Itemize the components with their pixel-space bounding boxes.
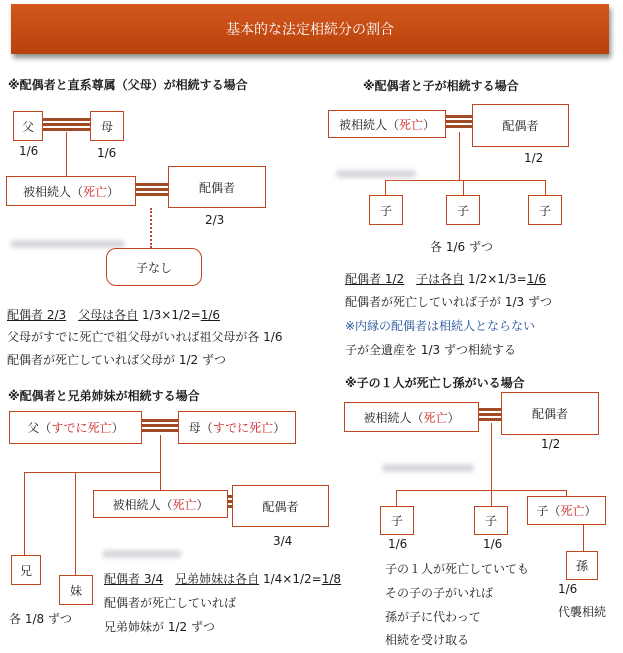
child-box-2 <box>446 195 480 225</box>
brother-drop-line <box>24 472 25 555</box>
child-link-line-4 <box>491 423 492 490</box>
s2-l1a: 配偶者 1/2 <box>345 272 405 286</box>
title-banner <box>11 4 609 54</box>
marriage-line-parents-3 <box>142 419 178 422</box>
grandchild-note: 代襲相続 <box>558 605 607 619</box>
spouse-box-2 <box>472 104 569 147</box>
mother-label: 母 <box>100 119 113 134</box>
s2-l1c: 1/2×1/3= <box>464 272 527 286</box>
spouse-label: 配偶者 <box>198 180 235 195</box>
section4-line4: 相続を受け取る <box>385 633 470 647</box>
spouse-label: 配偶者 <box>262 499 299 514</box>
parent-stem-line <box>160 435 161 490</box>
child-box-3 <box>528 195 562 225</box>
blurred-text <box>336 170 416 178</box>
child4-share-2: 1/6 <box>483 537 503 551</box>
s1-l1c: 1/3×1/2= <box>138 308 201 322</box>
section4-heading: ※子の１人が死亡し孫がいる場合 <box>345 376 525 390</box>
grandchild-link-line <box>583 525 584 551</box>
spouse-share-4: 1/2 <box>541 437 561 451</box>
father-label: 父 <box>21 119 34 134</box>
no-child-label: 子なし <box>135 260 172 275</box>
deceased-label: 被相続人（ <box>112 497 173 512</box>
blurred-text <box>10 240 125 248</box>
deceased-label: 被相続人（ <box>363 410 424 425</box>
spouse-share-2: 1/2 <box>524 151 544 165</box>
s1-l1b: 父母は各自 <box>78 308 139 322</box>
blurred-text <box>382 464 474 472</box>
deceased-box-1 <box>6 176 136 206</box>
child-label: 子 <box>379 203 392 218</box>
child-red-label: 死亡 <box>560 504 585 518</box>
father-label: 父（ <box>27 421 52 435</box>
child4-drop-2 <box>491 490 492 506</box>
sister-box <box>59 575 93 605</box>
section1-line1 <box>7 306 220 323</box>
marriage-line-2 <box>446 115 472 118</box>
s1-l1a: 配偶者 2/3 <box>7 308 67 322</box>
father-box <box>13 111 43 141</box>
sister-drop-line <box>75 472 76 575</box>
spouse-label: 配偶者 <box>502 119 539 133</box>
mother-suffix: ） <box>273 421 286 435</box>
child-drop-3 <box>545 180 546 195</box>
spouse-box-1 <box>168 166 266 208</box>
s1-l1d: 1/6 <box>200 308 221 322</box>
section2-heading: ※配偶者と子が相続する場合 <box>363 79 519 93</box>
child-label: 子 <box>390 514 403 528</box>
children-branch-line <box>385 180 545 181</box>
deceased-label: 被相続人（ <box>338 117 399 132</box>
section1-heading: ※配偶者と直系尊属（父母）が相続する場合 <box>8 78 248 92</box>
section2-line1 <box>345 270 546 287</box>
page-title: 基本的な法定相続分の割合 <box>226 22 394 38</box>
deceased-red-label: 死亡 <box>423 410 448 425</box>
section3-line2: 配偶者が死亡していれば <box>104 596 237 610</box>
grandchild-box <box>566 551 598 580</box>
deceased-red-label: 死亡 <box>398 117 423 132</box>
siblings-each-share: 各 1/8 ずつ <box>9 612 72 626</box>
section1-line3: 配偶者が死亡していれば父母が 1/2 ずつ <box>7 353 226 367</box>
deceased-suffix: ） <box>423 117 436 132</box>
deceased-red-label: 死亡 <box>82 184 107 199</box>
child-drop-1 <box>385 180 386 195</box>
marriage-line-4 <box>479 408 501 411</box>
child-label: 子 <box>538 203 551 218</box>
mother-red-label: すでに死亡 <box>212 421 274 435</box>
marriage-line-parents <box>43 118 90 121</box>
father-share: 1/6 <box>19 144 39 158</box>
deceased-box-4 <box>344 402 479 432</box>
s3-l1c: 1/4×1/2= <box>259 572 322 586</box>
deceased-box-2 <box>328 110 446 138</box>
child-box-1 <box>369 195 403 225</box>
child-link-line <box>459 132 460 180</box>
section3-heading: ※配偶者と兄弟姉妹が相続する場合 <box>8 389 200 403</box>
section2-line3: ※内縁の配偶者は相続人とならない <box>345 319 536 333</box>
deceased-suffix: ） <box>196 497 209 512</box>
father-box-deceased <box>9 411 142 444</box>
children-branch-line-4 <box>396 490 566 491</box>
section4-line3: 孫が子に代わって <box>385 610 481 624</box>
s3-l1a: 配偶者 3/4 <box>104 572 164 586</box>
father-suffix: ） <box>111 421 124 435</box>
mother-box <box>90 111 124 141</box>
child-label: 子 <box>456 203 469 218</box>
child-label: 子（ <box>536 504 561 518</box>
deceased-red-label: 死亡 <box>172 497 197 512</box>
s3-l1b: 兄弟姉妹は各自 <box>175 572 260 586</box>
child-label: 子 <box>484 514 497 528</box>
section3-line1 <box>104 570 341 587</box>
children-each-share: 各 1/6 ずつ <box>430 240 493 254</box>
deceased-suffix: ） <box>447 410 460 425</box>
child-suffix: ） <box>584 504 597 518</box>
child4-share-1: 1/6 <box>388 537 408 551</box>
father-red-label: すでに死亡 <box>51 421 112 435</box>
spouse-box-4 <box>501 392 599 435</box>
deceased-box-3 <box>93 490 228 518</box>
section4-line2: その子の子がいれば <box>385 586 494 600</box>
section3-line3: 兄弟姉妹が 1/2 ずつ <box>104 620 215 634</box>
blurred-text <box>102 550 182 558</box>
dotted-line <box>150 208 154 248</box>
mother-label: 母（ <box>188 421 213 435</box>
no-child-box <box>106 248 202 286</box>
sibling-branch-line <box>24 472 160 473</box>
spouse-label: 配偶者 <box>531 407 568 421</box>
grandchild-label: 孫 <box>575 559 588 573</box>
child-box-4-2 <box>474 506 508 535</box>
brother-label: 兄 <box>19 563 32 578</box>
deceased-label: 被相続人（ <box>22 184 83 199</box>
marriage-line-1 <box>136 183 168 186</box>
spouse-share-3: 3/4 <box>273 534 293 548</box>
deceased-suffix: ） <box>107 184 120 199</box>
child-box-4-1 <box>380 506 414 535</box>
mother-share: 1/6 <box>97 146 117 160</box>
spouse-box-3 <box>232 485 329 527</box>
sister-label: 妹 <box>69 583 82 598</box>
parent-link-line <box>66 132 67 176</box>
child-box-deceased <box>527 496 606 525</box>
s2-l1b: 子は各自 <box>416 272 465 286</box>
brother-box <box>11 555 41 585</box>
s2-l1d: 1/6 <box>526 272 547 286</box>
section2-line4: 子が全遺産を 1/3 ずつ相続する <box>345 343 516 357</box>
section1-line2: 父母がすでに死亡で祖父母がいれば祖父母が各 1/6 <box>7 330 283 344</box>
grandchild-share: 1/6 <box>558 582 578 596</box>
s3-l1d: 1/8 <box>321 572 342 586</box>
section2-line2: 配偶者が死亡していれば子が 1/3 ずつ <box>345 295 552 309</box>
section4-line1: 子の１人が死亡していても <box>385 562 530 576</box>
mother-box-deceased <box>178 411 296 444</box>
child-drop-2 <box>463 180 464 195</box>
spouse-share-1: 2/3 <box>205 213 225 227</box>
child4-drop-1 <box>396 490 397 506</box>
